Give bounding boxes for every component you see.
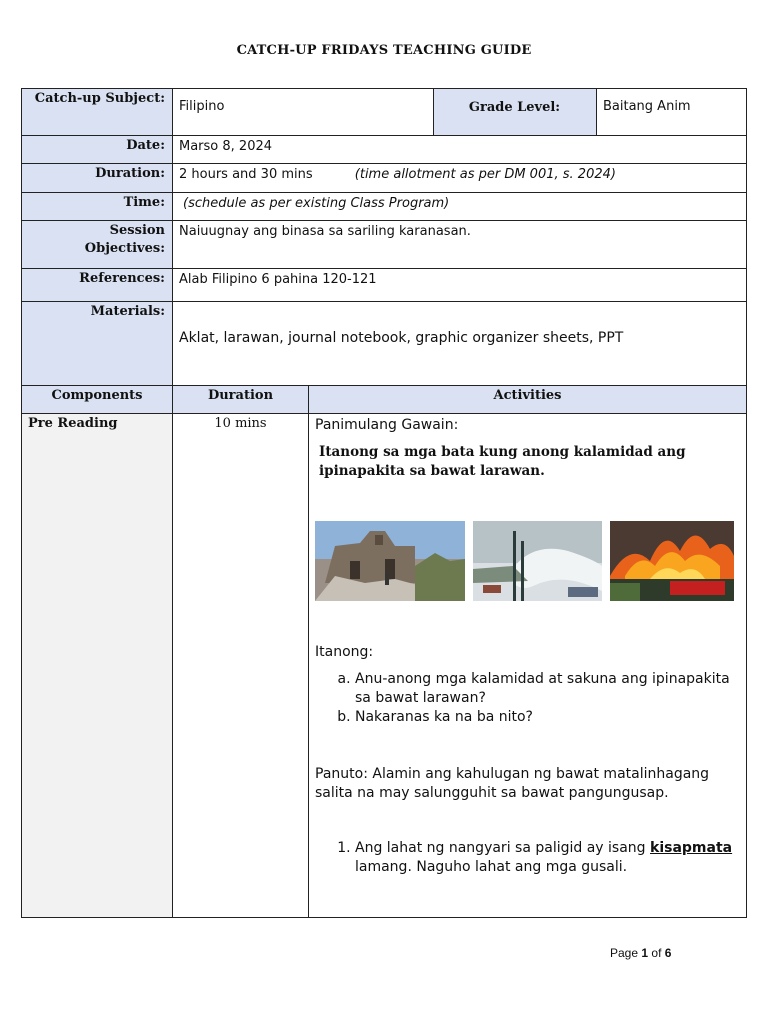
sentence-list — [315, 839, 740, 877]
panuto-text: Panuto: Alamin ang kahulugan ng bawat matalinhagang salita na may salungguhit sa bawat pangungusap. — [315, 766, 710, 801]
subject-label: Catch-up Subject: — [22, 89, 173, 136]
teaching-guide-table — [21, 88, 747, 918]
sentence-1-before: Ang lahat ng nangyari sa paligid ay isang — [355, 840, 646, 856]
references-value: Alab Filipino 6 pahina 120-121 — [173, 269, 747, 302]
date-value: Marso 8, 2024 — [173, 136, 747, 164]
document-title: CATCH-UP FRIDAYS TEACHING GUIDE — [236, 43, 532, 58]
duration-cell — [173, 164, 747, 193]
sentence-1-after: lamang. Naguho lahat ang mga gusali. — [355, 859, 628, 875]
grade-level-value: Baitang Anim — [597, 89, 747, 136]
question-a: a. Anu-anong mga kalamidad at sakuna ang ipinapakita sa bawat larawan? — [355, 670, 740, 708]
duration-value: 2 hours and 30 mins — [179, 167, 313, 182]
question-b: b. Nakaranas ka na ba nito? — [355, 708, 740, 727]
page-of: of — [651, 946, 662, 960]
instruction-text: Itanong sa mga bata kung anong kalamidad ang ipinapakita sa bawat larawan. — [319, 444, 686, 479]
page-current: 1 — [641, 946, 649, 960]
grade-level-label: Grade Level: — [434, 89, 597, 136]
fire-image — [610, 521, 734, 601]
sentence-item-1 — [355, 839, 740, 877]
components-header: Components — [22, 386, 173, 414]
materials-value: Aklat, larawan, journal notebook, graphic organizer sheets, PPT — [173, 302, 747, 386]
itanong-label: Itanong: — [315, 644, 374, 660]
duration-label: Duration: — [22, 164, 173, 193]
duration-pre-reading: 10 mins — [173, 414, 309, 918]
typhoon-image — [473, 521, 602, 601]
duration-note: (time allotment as per DM 001, s. 2024) — [354, 167, 616, 182]
page-prefix: Page — [610, 946, 639, 960]
page-number — [610, 946, 671, 960]
activities-header: Activities — [309, 386, 747, 414]
time-value: (schedule as per existing Class Program) — [173, 193, 747, 221]
duration-header: Duration — [173, 386, 309, 414]
objectives-value: Naiuugnay ang binasa sa sariling karanasan. — [173, 221, 747, 269]
panimulang-gawain: Panimulang Gawain: — [315, 417, 459, 433]
activities-cell — [309, 414, 747, 918]
references-label: References: — [22, 269, 173, 302]
subject-value: Filipino — [173, 89, 434, 136]
date-label: Date: — [22, 136, 173, 164]
materials-label: Materials: — [22, 302, 173, 386]
sentence-1-underlined-word: kisapmata — [650, 840, 733, 856]
calamity-images — [315, 521, 740, 603]
objectives-label: Session Objectives: — [22, 221, 173, 269]
question-list — [315, 670, 740, 727]
component-pre-reading: Pre Reading — [22, 414, 173, 918]
earthquake-image — [315, 521, 465, 601]
time-label: Time: — [22, 193, 173, 221]
page-total: 6 — [664, 946, 672, 960]
